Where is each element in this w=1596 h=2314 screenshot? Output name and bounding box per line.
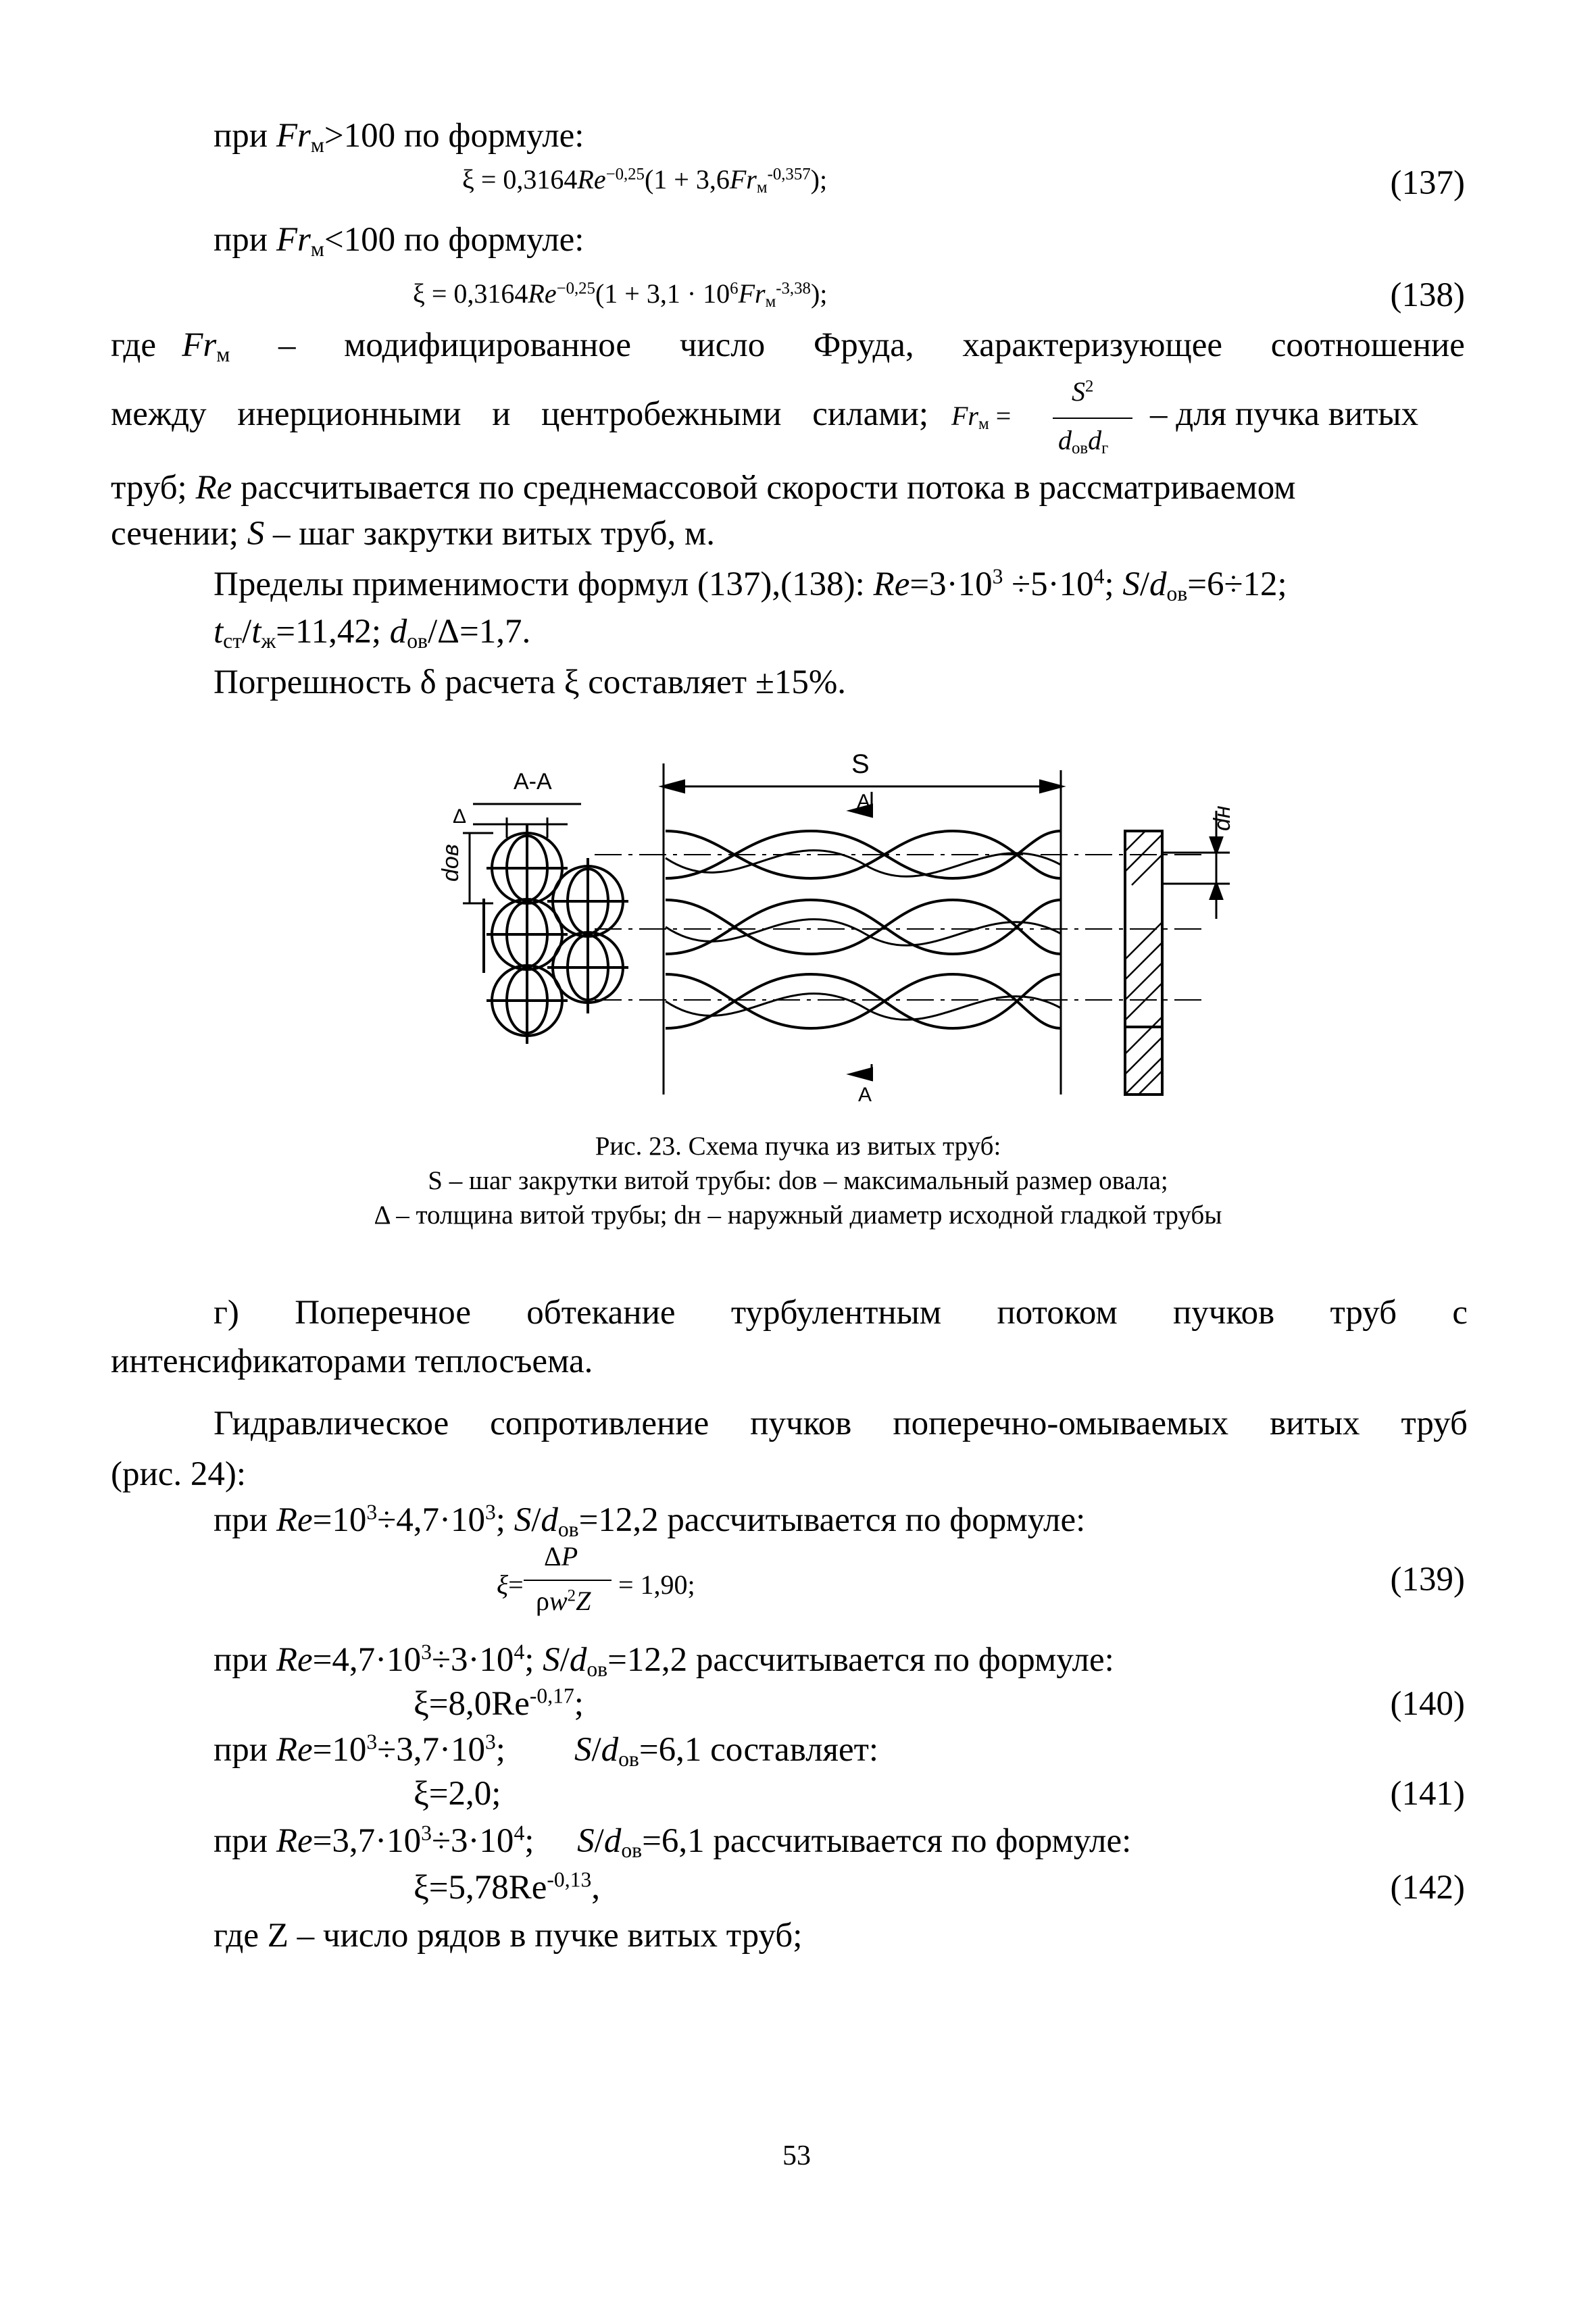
word: между xyxy=(111,395,207,433)
hydraulic-line-1 xyxy=(214,1407,1468,1441)
word: соотношение xyxy=(1270,326,1465,364)
condition-141: при $Re=10^3\div 3,7\cdot 10^3$; $S/d_{ов}=6,1$ составляет: xyxy=(214,1730,879,1771)
word: труб; xyxy=(111,469,187,507)
limits-line-2: $t_{ст}/t_ж=11,42$; $d_{ов}/\Delta=1,7$. xyxy=(214,613,531,653)
label-delta: Δ xyxy=(453,805,467,828)
definition-line-2-words xyxy=(111,397,928,432)
fr-symbol: Fr xyxy=(276,221,311,259)
figure-caption-3: Δ – толщина витой трубы; dн – наружный диаметр исходной гладкой трубы xyxy=(374,1201,1222,1230)
condition-142: при $Re=3,7\cdot 10^3\div 3\cdot 10^4$; $S/d_{ов}=6,1$ рассчитывается по формуле: xyxy=(214,1821,1132,1862)
text: – шаг закрутки витых труб, м. xyxy=(272,515,716,553)
fr-lhs: $Fr_м$ = xyxy=(951,401,1012,434)
word: Гидравлическое xyxy=(214,1405,449,1442)
word: г) xyxy=(214,1294,239,1332)
word: потоком xyxy=(997,1294,1118,1332)
definition-line-1 xyxy=(111,326,1465,366)
page-number: 53 xyxy=(782,2140,811,2171)
condition-fr-less xyxy=(214,221,584,261)
word: характеризующее xyxy=(962,326,1223,364)
section-g-line-2: интенсификаторами теплосъема. xyxy=(111,1342,593,1380)
formula-142: $\xi=5,78Re^{-0,13}$, xyxy=(414,1867,600,1907)
equation-number-140: (140) xyxy=(1390,1685,1465,1723)
word: пучков xyxy=(1173,1294,1275,1332)
condition-140: при $Re=4,7\cdot 10^3\div 3\cdot 10^4$; $S/d_{ов}=12,2$ рассчитывается по формуле: xyxy=(214,1640,1114,1681)
word: модифицированное xyxy=(344,326,631,364)
figure-caption-1: Рис. 23. Схема пучка из витых труб: xyxy=(595,1132,1001,1161)
word: сечении; xyxy=(111,515,239,553)
text-pri: при xyxy=(214,117,268,155)
re-range: $Re=3\cdot 10^3 \div 5\cdot 10^4$; xyxy=(873,564,1114,603)
word: Поперечное xyxy=(295,1294,472,1332)
equation-number-139: (139) xyxy=(1390,1561,1465,1599)
word: число xyxy=(679,326,766,364)
fr-definition-fraction xyxy=(951,376,1174,463)
label-a-bottom: А xyxy=(858,1084,872,1106)
word: обтекание xyxy=(526,1294,676,1332)
formula-140-body: ξ=8,0Re xyxy=(414,1685,530,1723)
word: силами; xyxy=(812,395,928,433)
text: рассчитывается по среднемассовой скорости потока в рассматриваемом xyxy=(240,469,1296,507)
condition-fr-greater xyxy=(214,117,584,157)
fr-subscript: м xyxy=(216,342,230,366)
tube-sheet-lower xyxy=(1125,1027,1162,1095)
puchok-text: – для пучка витых xyxy=(1150,395,1419,433)
fr-symbol: Fr xyxy=(276,117,311,155)
formula-137: $\xi = 0,3164Re^{-0,25}(1 + 3,6Fr_м^{-0,357})$; xyxy=(462,164,828,197)
z-definition: где Z – число рядов в пучке витых труб; xyxy=(214,1917,803,1955)
equation-number-142: (142) xyxy=(1390,1869,1465,1907)
word: центробежными xyxy=(541,395,782,433)
formula-141: ξ=2,0; xyxy=(414,1775,501,1813)
figure-caption-2: S – шаг закрутки витой трубы: dов – максимальный размер овала; xyxy=(428,1166,1168,1195)
fraction-bar xyxy=(1053,418,1132,419)
label-s: S xyxy=(851,749,870,779)
fr-symbol: Fr xyxy=(182,326,217,364)
fr-subscript: м xyxy=(310,132,324,157)
tst-value: 11,42; xyxy=(295,613,390,651)
formula-140: $\xi=8,0Re^{-0,17}$; xyxy=(414,1684,584,1723)
condition-139: при $Re=10^3\div 4,7\cdot 10^3$; $S/d_{ов}=12,2$ рассчитывается по формуле: xyxy=(214,1500,1086,1541)
fr-numerator: $S^2$ xyxy=(1072,376,1094,407)
word: труб xyxy=(1330,1294,1397,1332)
definition-line-3 xyxy=(111,471,1296,505)
section-g-line-1 xyxy=(214,1296,1468,1330)
label-section-aa: А-А xyxy=(514,769,552,795)
text-gde xyxy=(111,326,230,366)
word: поперечно-омываемых xyxy=(893,1405,1229,1442)
word: инерционными xyxy=(237,395,462,433)
equation-number-137: (137) xyxy=(1390,164,1465,202)
word: витых xyxy=(1270,1405,1360,1442)
formula-138: $\xi = 0,3164Re^{-0,25}(1 + 3,1 \cdot 10^6Fr_м^{-3,38})$; xyxy=(413,278,828,311)
re-symbol: Re xyxy=(195,469,232,507)
condition-text: >100 по формуле: xyxy=(324,117,584,155)
word: пучков xyxy=(750,1405,852,1442)
fr-denominator: $d_{ов}d_г$ xyxy=(1058,425,1109,458)
word: – xyxy=(278,326,296,364)
word: и xyxy=(492,395,511,433)
equation-number-141: (141) xyxy=(1390,1775,1465,1813)
fr-subscript: м xyxy=(310,236,324,261)
limits-line-1 xyxy=(214,564,1287,605)
formula-140-exponent: -0,17 xyxy=(529,1684,574,1708)
definition-line-4 xyxy=(111,517,715,551)
formula-139: ξ= ΔP $\rho w^2Z$ = 1,90; xyxy=(497,1541,695,1616)
formula-142-exponent: -0,13 xyxy=(547,1867,592,1892)
word: Фруда, xyxy=(813,326,914,364)
hydraulic-line-2: (рис. 24): xyxy=(111,1455,247,1493)
word: труб xyxy=(1401,1405,1468,1442)
tube-bundle-figure xyxy=(432,743,1270,1108)
text: Пределы применимости формул (137),(138): xyxy=(214,565,865,603)
label-dov: dов xyxy=(438,844,464,882)
text-pri: при xyxy=(214,221,268,259)
error-line: Погрешность δ расчета ξ составляет ±15%. xyxy=(214,663,847,701)
word-gde: где xyxy=(111,326,156,364)
condition-text: <100 по формуле: xyxy=(324,221,584,259)
s-symbol: S xyxy=(247,515,265,553)
label-dn: dн xyxy=(1210,805,1235,831)
word: сопротивление xyxy=(490,1405,709,1442)
formula-142-body: ξ=5,78Re xyxy=(414,1869,547,1907)
word: с xyxy=(1452,1294,1468,1332)
label-a-top: А xyxy=(857,790,871,813)
equation-number-138: (138) xyxy=(1390,276,1465,314)
s-ratio-range: $S/d_{ов}=6\div 12$; xyxy=(1122,565,1287,605)
word: турбулентным xyxy=(730,1294,942,1332)
